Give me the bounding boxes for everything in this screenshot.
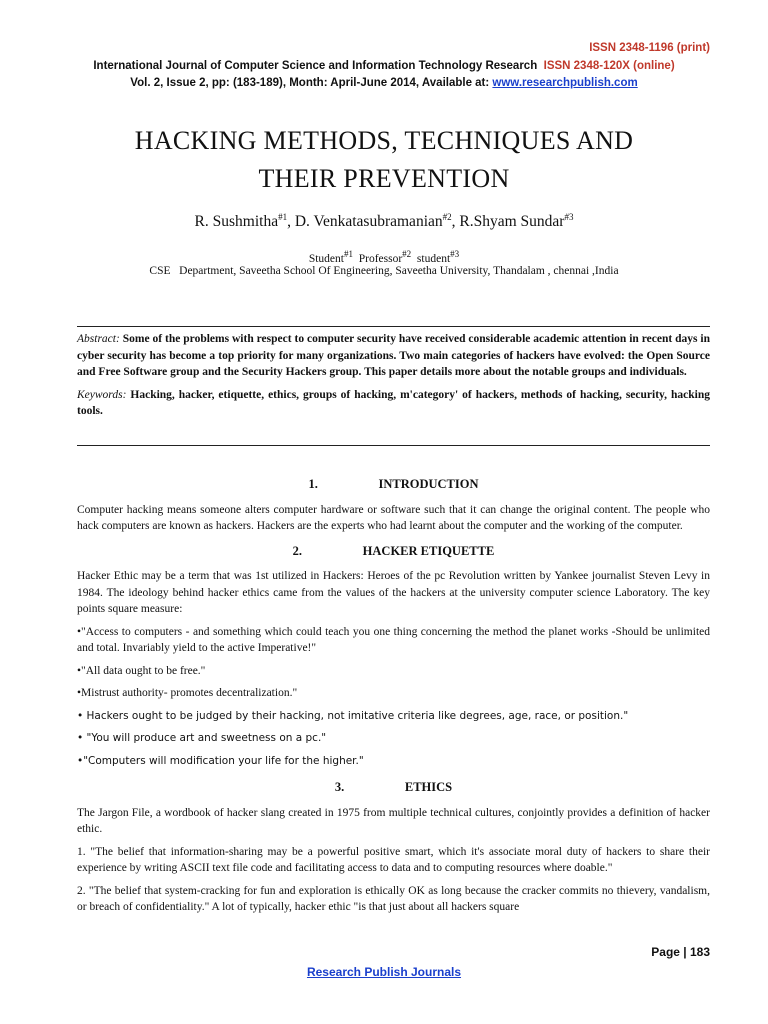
ethics-paragraph: The Jargon File, a wordbook of hacker slang created in 1975 from multiple technical cultures, conjointly provides a definition of hacker ethic.: [77, 806, 710, 835]
author-3: , R.Shyam Sundar: [451, 213, 565, 231]
journal-name-line: [0, 60, 768, 72]
volume-info: Vol. 2, Issue 2, pp: (183-189), Month: April-June 2014, Available at:: [130, 77, 490, 89]
author-roles: [0, 249, 768, 265]
ethics-paragraph: 2. "The belief that system-cracking for fun and exploration is ethically OK as long because the cracker commits no thievery, vandalism, or breach of confidentiality." A lot of typically, hacker ethic "is that just about all hackers square: [77, 884, 710, 913]
etiquette-bullet: •"All data ought to be free.": [77, 664, 206, 677]
author-1: R. Sushmitha: [194, 213, 279, 231]
issn-online: ISSN 2348-120X (online): [543, 60, 675, 72]
introduction-paragraph: Computer hacking means someone alters computer hardware or software such that it can change the original content. The people who hack computers are known as hackers. Hackers are the experts who had learnt about the computer and the working of the computer.: [77, 503, 710, 532]
author-3-affil: #3: [564, 212, 574, 222]
affiliation: CSE Department, Saveetha School Of Engineering, Saveetha University, Thandalam , chennai ,India: [149, 265, 619, 277]
author-1-affil: #1: [278, 212, 288, 222]
role-2: Professor: [358, 252, 403, 265]
section-heading-introduction: [77, 476, 710, 493]
abstract-paragraph: [77, 331, 710, 381]
author-2: , D. Venkatasubramanian: [287, 213, 443, 231]
role-3-affil: #3: [450, 249, 460, 259]
etiquette-bullet: • Hackers ought to be judged by their hacking, not imitative criteria like degrees, age, race, or position.": [77, 709, 629, 722]
etiquette-paragraph: Hacker Ethic may be a term that was 1st utilized in Hackers: Heroes of the pc Revolution written by Yankee journalist Steven Levy in 1984. The ideology behind hacker ethics came from the values of the hackers at the university computer science Laboratory. The key points square measure:: [77, 570, 710, 615]
issn-print: ISSN 2348-1196 (print): [589, 42, 710, 54]
etiquette-bullet: •"Access to computers - and something which could teach you one thing concerning the method the planet works -Should be unlimited and total. Invariably yield to the active Imperative!": [77, 625, 710, 654]
page-number: Page | 183: [651, 945, 710, 959]
keywords-text: Hacking, hacker, etiquette, ethics, groups of hacking, m'category' of hackers, methods of hacking, security, hacking tools.: [77, 388, 710, 417]
title-line-2: THEIR PREVENTION: [258, 164, 510, 193]
paper-title: [0, 122, 768, 198]
publisher-footer-link[interactable]: Research Publish Journals: [306, 965, 462, 979]
keywords-paragraph: [77, 387, 710, 420]
author-2-affil: #2: [442, 212, 452, 222]
role-2-affil: #2: [402, 249, 412, 259]
etiquette-bullet: • "You will produce art and sweetness on a pc.": [77, 732, 327, 744]
ethics-paragraph: 1. "The belief that information-sharing may be a powerful positive smart, which it's associate moral duty of hackers to share their experience by writing ASCII text file code and facilitating access to data and to computing resources where doable.": [77, 845, 710, 874]
section-heading-ethics: [77, 779, 710, 796]
role-1-affil: #1: [343, 249, 353, 259]
role-1: Student: [308, 252, 344, 265]
section-title: ETHICS: [404, 780, 453, 794]
section-title: HACKER ETIQUETTE: [362, 543, 495, 558]
section-heading-hacker-etiquette: [77, 543, 710, 560]
etiquette-bullet: •"Computers will modification your life for the higher.": [77, 754, 364, 767]
abstract-text: Some of the problems with respect to computer security have received considerable academic attention in recent days in cyber security has become a top priority for many organizations. Two main categories of hackers have evolved: the Open Source and Free Software group and the Security Hackers group. This paper details more about the notable groups and individuals.: [77, 333, 711, 378]
abstract-block: [77, 331, 710, 426]
section-number: 2.: [292, 543, 303, 558]
journal-name: International Journal of Computer Science and Information Technology Research: [93, 60, 538, 72]
etiquette-bullet: •Mistrust authority- promotes decentralization.": [77, 687, 298, 699]
author-list: [0, 212, 768, 231]
role-3: student: [416, 252, 451, 265]
title-line-1: HACKING METHODS, TECHNIQUES AND: [134, 126, 634, 155]
keywords-label: Keywords:: [77, 388, 127, 401]
section-number: 1.: [308, 477, 318, 491]
abstract-bottom-rule: [77, 445, 710, 446]
publisher-url-link[interactable]: www.researchpublish.com: [492, 77, 638, 89]
section-title: INTRODUCTION: [378, 477, 479, 491]
abstract-label: Abstract:: [77, 333, 120, 345]
abstract-top-rule: [77, 326, 710, 327]
section-number: 3.: [334, 780, 345, 794]
volume-line: [0, 77, 768, 89]
paper-body: [77, 476, 710, 922]
